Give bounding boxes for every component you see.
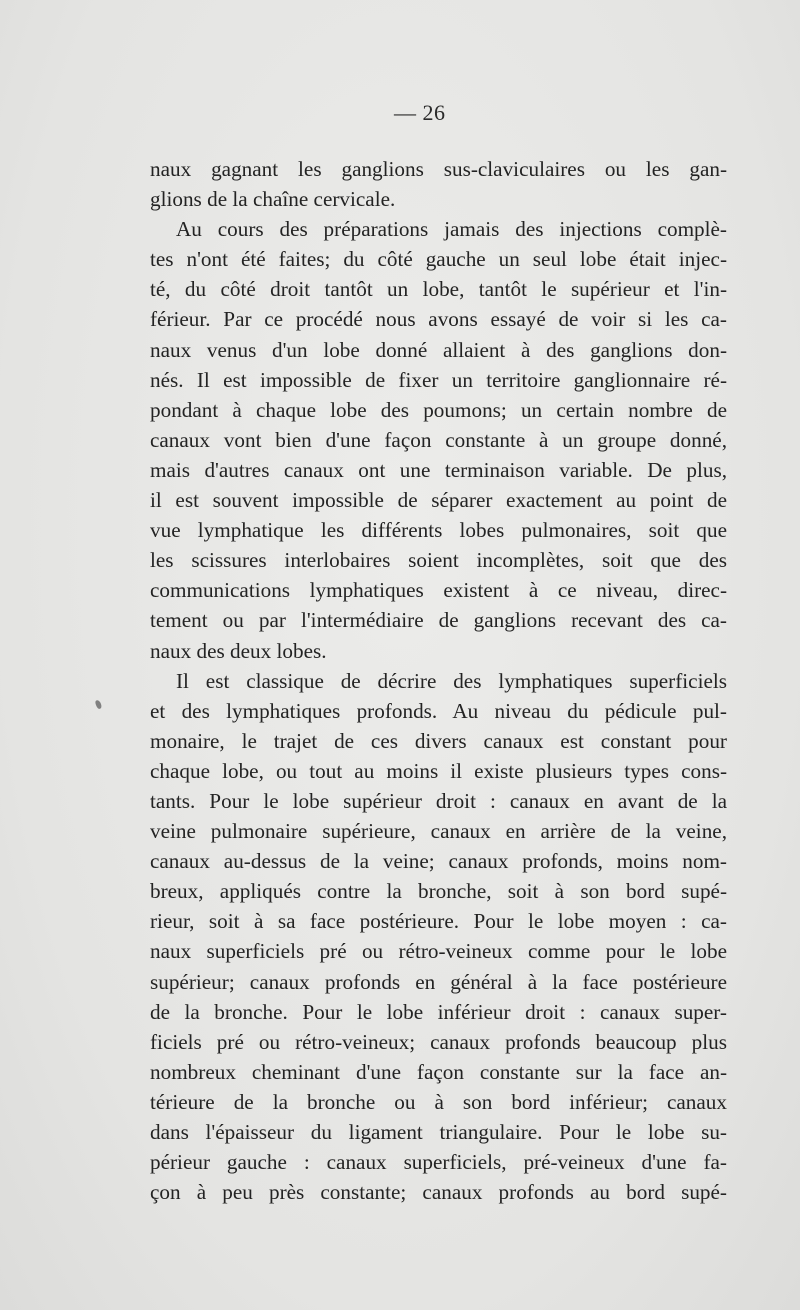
- text-line: férieur. Par ce procédé nous avons essayé de voir si les ca-: [150, 307, 727, 332]
- text-line: naux gagnant les ganglions sus-claviculaires ou les gan-: [150, 157, 727, 181]
- body-text: [150, 154, 727, 1207]
- text-line: Il est classique de décrire des lymphatiques superficiels: [176, 668, 727, 693]
- text-line: tement ou par l'intermédiaire de ganglions recevant des ca-: [150, 608, 727, 633]
- text-line: té, du côté droit tantôt un lobe, tantôt le supérieur et l'in-: [150, 277, 727, 302]
- text-line: les scissures interlobaires soient incomplètes, soit que des: [150, 548, 727, 573]
- text-line: pondant à chaque lobe des poumons; un certain nombre de: [150, 397, 727, 422]
- text-line: de la bronche. Pour le lobe inférieur droit : canaux super-: [150, 999, 727, 1024]
- text-line: il est souvent impossible de séparer exactement au point de: [150, 488, 727, 513]
- text-line: veine pulmonaire supérieure, canaux en arrière de la veine,: [150, 819, 727, 844]
- text-line: ficiels pré ou rétro-veineux; canaux profonds beaucoup plus: [150, 1029, 727, 1054]
- text-line: térieure de la bronche ou à son bord inférieur; canaux: [150, 1089, 727, 1114]
- text-line: breux, appliqués contre la bronche, soit à son bord supé-: [150, 879, 727, 904]
- text-line: naux venus d'un lobe donné allaient à des ganglions don-: [150, 337, 727, 362]
- text-line: nés. Il est impossible de fixer un territoire ganglionnaire ré-: [150, 367, 727, 392]
- text-line: canaux au-dessus de la veine; canaux profonds, moins nom-: [150, 849, 727, 874]
- page-number: — 26: [394, 100, 446, 125]
- text-line: dans l'épaisseur du ligament triangulaire. Pour le lobe su-: [150, 1120, 727, 1144]
- text-line: rieur, soit à sa face postérieure. Pour le lobe moyen : ca-: [150, 909, 727, 934]
- text-line: périeur gauche : canaux superficiels, pré-veineux d'une fa-: [150, 1150, 727, 1175]
- text-line: supérieur; canaux profonds en général à la face postérieure: [150, 969, 727, 994]
- text-line: et des lymphatiques profonds. Au niveau du pédicule pul-: [150, 698, 727, 723]
- text-line: Au cours des préparations jamais des injections complè-: [176, 217, 727, 242]
- text-line: çon à peu près constante; canaux profonds au bord supé-: [150, 1180, 727, 1205]
- text-line: nombreux cheminant d'une façon constante sur la face an-: [150, 1059, 727, 1084]
- text-line: glions de la chaîne cervicale.: [150, 187, 396, 212]
- text-line: monaire, le trajet de ces divers canaux est constant pour: [150, 728, 727, 753]
- text-line: mais d'autres canaux ont une terminaison variable. De plus,: [150, 457, 727, 482]
- text-line: naux superficiels pré ou rétro-veineux comme pour le lobe: [150, 939, 727, 964]
- text-line: tants. Pour le lobe supérieur droit : canaux en avant de la: [150, 788, 727, 813]
- text-line: naux des deux lobes.: [150, 638, 327, 663]
- text-line: vue lymphatique les différents lobes pulmonaires, soit que: [150, 518, 727, 543]
- ink-speck: [95, 699, 103, 709]
- text-line: canaux vont bien d'une façon constante à un groupe donné,: [150, 427, 727, 452]
- text-line: communications lymphatiques existent à ce niveau, direc-: [150, 578, 727, 603]
- text-line: chaque lobe, ou tout au moins il existe plusieurs types cons-: [150, 758, 727, 783]
- text-line: tes n'ont été faites; du côté gauche un seul lobe était injec-: [150, 247, 727, 272]
